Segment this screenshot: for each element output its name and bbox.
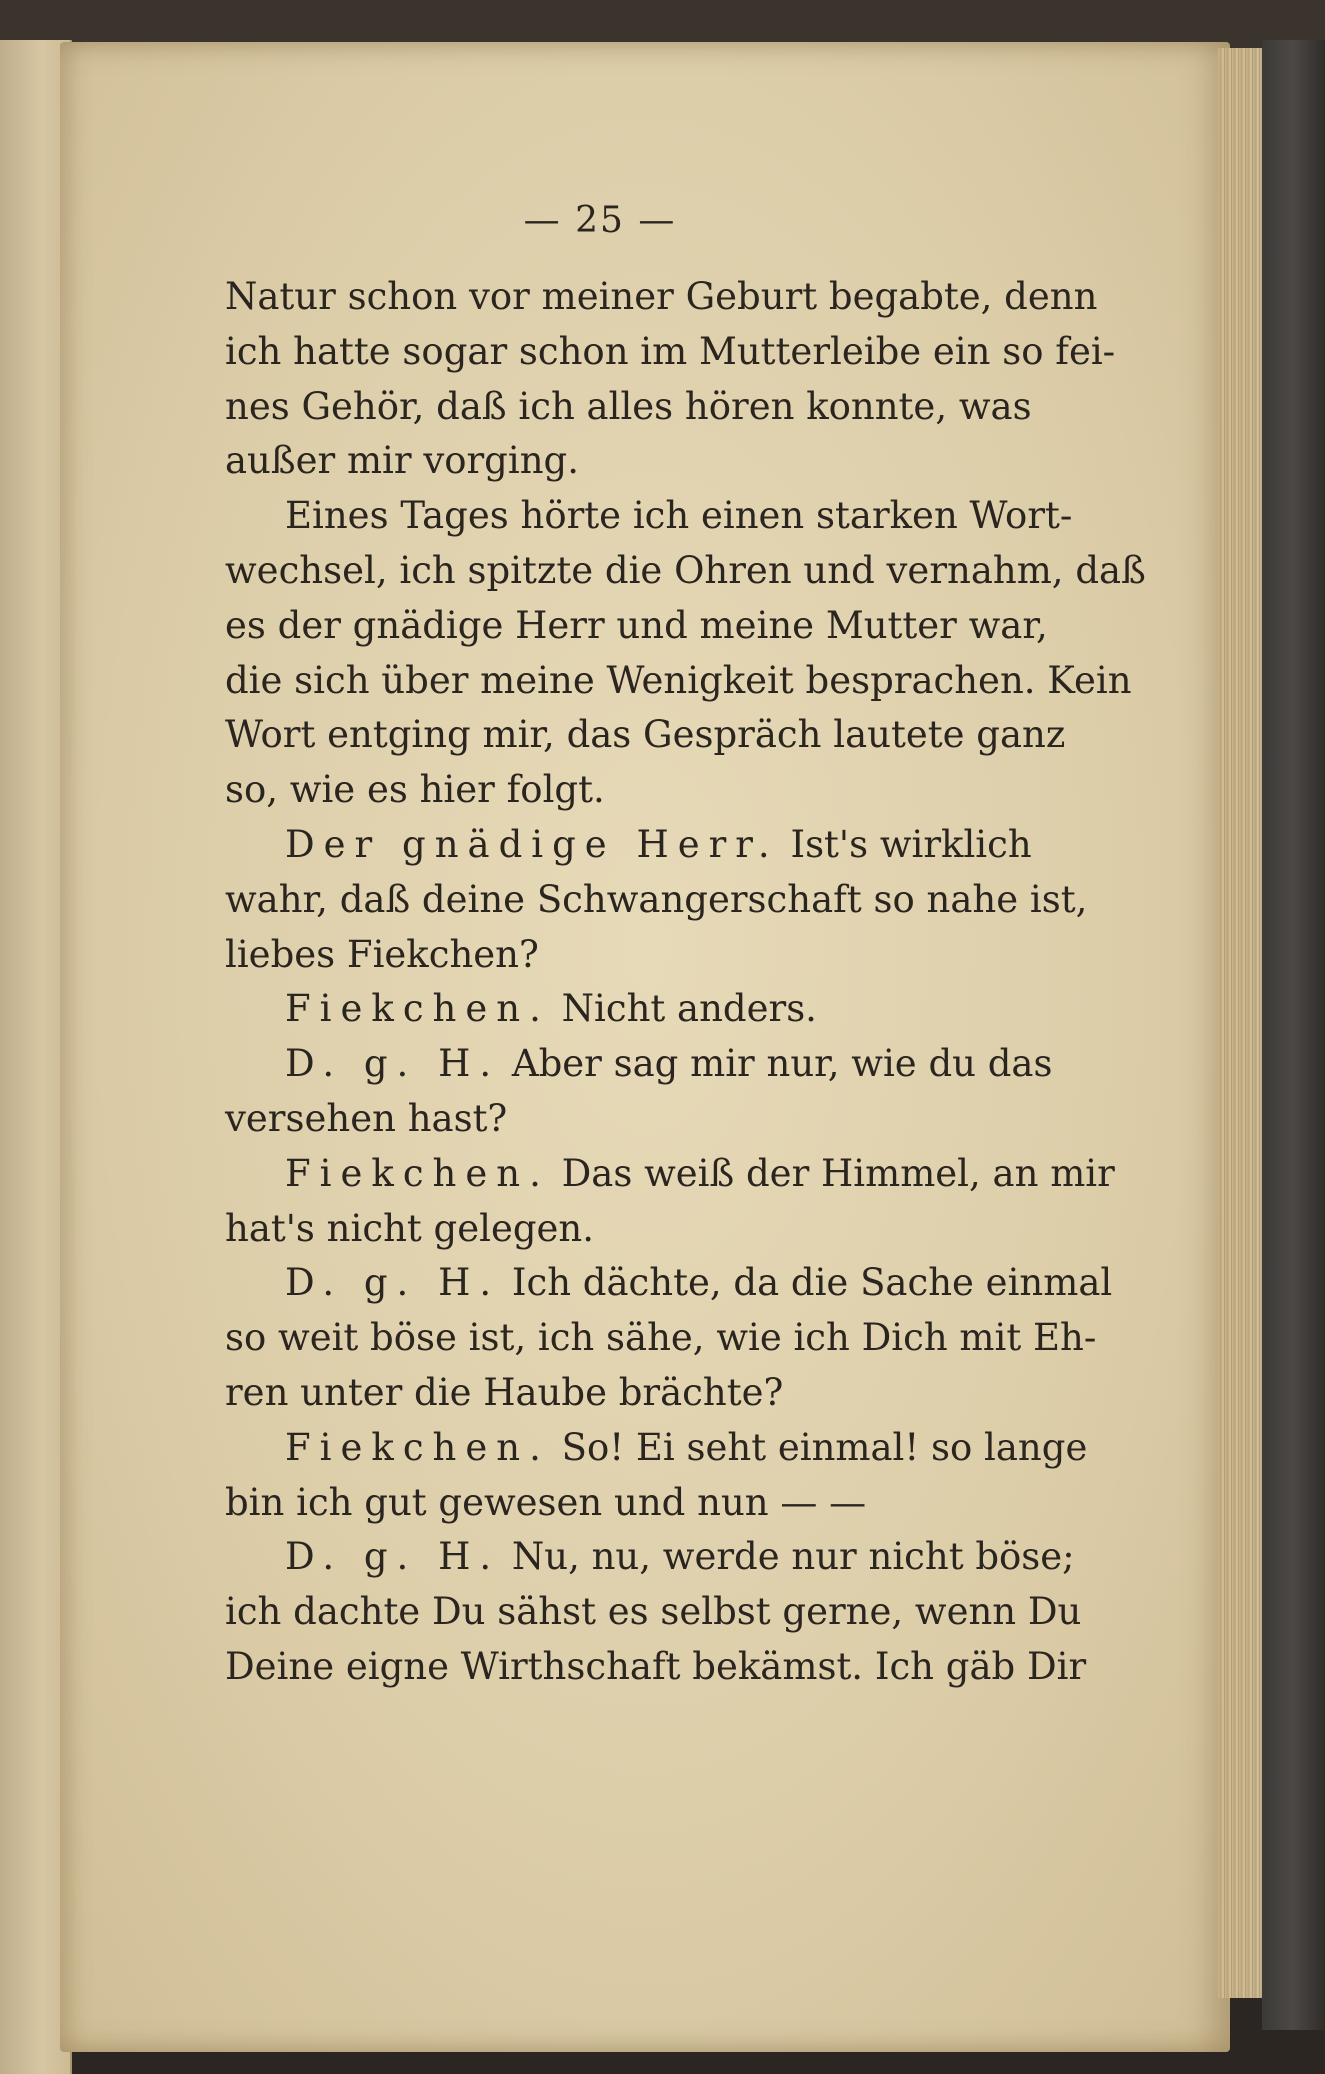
text-line (225, 818, 1032, 873)
text-line (225, 599, 1048, 654)
line-text: versehen hast? (225, 1096, 508, 1140)
text-line (225, 380, 1032, 435)
speaker-name: D. g. H. (285, 1042, 501, 1086)
text-line (225, 1476, 1015, 1531)
text-line (225, 270, 1098, 325)
text-line (225, 1147, 1115, 1202)
line-text: Aber sag mir nur, wie du das (511, 1042, 1053, 1086)
line-text: nes Gehör, daß ich alles hören konnte, was (225, 384, 1032, 428)
book-cover (1262, 40, 1325, 2030)
body-text (225, 270, 1146, 1695)
speaker-name: Fiekchen. (285, 1151, 550, 1195)
text-line (225, 1037, 1053, 1092)
text-line (225, 1256, 1113, 1311)
line-text: es der gnädige Herr und meine Mutter war, (225, 603, 1048, 647)
text-line (225, 1585, 1082, 1640)
speaker-name: Fiekchen. (285, 1425, 550, 1469)
text-line (225, 708, 1066, 763)
speaker-name: D. g. H. (285, 1535, 501, 1579)
line-text: die sich über meine Wenigkeit besprachen. Kein (225, 658, 1132, 702)
line-text: bin ich gut gewesen und nun — — (225, 1480, 867, 1524)
line-text: Eines Tages hörte ich einen starken Wort- (285, 494, 1073, 538)
text-line (225, 544, 1146, 599)
text-line (225, 1092, 1015, 1147)
text-line (225, 489, 1073, 544)
line-text: Das weiß der Himmel, an mir (561, 1151, 1115, 1195)
line-text: außer mir vorging. (225, 439, 579, 483)
line-text: So! Ei seht einmal! so lange (561, 1425, 1088, 1469)
line-text: wahr, daß deine Schwangerschaft so nahe ist, (225, 877, 1088, 921)
line-text: so, wie es hier folgt. (225, 768, 605, 812)
line-text: Deine eigne Wirthschaft bekämst. Ich gäb Dir (225, 1644, 1087, 1688)
line-text: Natur schon vor meiner Geburt begabte, denn (225, 275, 1098, 318)
text-line (225, 325, 1116, 380)
line-text: Nu, nu, werde nur nicht böse; (511, 1535, 1075, 1579)
text-line (225, 873, 1088, 928)
speaker-name: D. g. H. (285, 1261, 501, 1305)
text-line (225, 763, 1015, 818)
page-number: — 25 — (523, 200, 677, 241)
text-line (225, 1311, 1097, 1366)
text-line (225, 654, 1132, 709)
text-line (225, 1530, 1075, 1585)
line-text: ich dachte Du sähst es selbst gerne, wenn Du (225, 1590, 1082, 1634)
speaker-name: Fiekchen. (285, 987, 550, 1031)
line-text: so weit böse ist, ich sähe, wie ich Dich mit Eh- (225, 1316, 1097, 1360)
text-line (225, 928, 1015, 983)
line-text: liebes Fiekchen? (225, 932, 539, 976)
speaker-name: Der gnädige Herr. (285, 822, 779, 866)
line-text: hat's nicht gelegen. (225, 1206, 595, 1250)
text-line (225, 1366, 1015, 1421)
line-text: ich hatte sogar schon im Mutterleibe ein so fei- (225, 329, 1116, 373)
text-line (225, 982, 1015, 1037)
line-text: Ich dächte, da die Sache einmal (511, 1261, 1113, 1305)
text-line (225, 1421, 1088, 1476)
line-text: Ist's wirklich (790, 822, 1032, 866)
line-text: wechsel, ich spitzte die Ohren und vernahm, daß (225, 548, 1146, 592)
text-line (225, 1202, 1015, 1257)
text-line (225, 434, 1015, 489)
text-line (225, 1640, 1087, 1695)
line-text: ren unter die Haube brächte? (225, 1370, 784, 1414)
line-text: Nicht anders. (561, 987, 817, 1031)
line-text: Wort entging mir, das Gespräch lautete ganz (225, 713, 1066, 757)
